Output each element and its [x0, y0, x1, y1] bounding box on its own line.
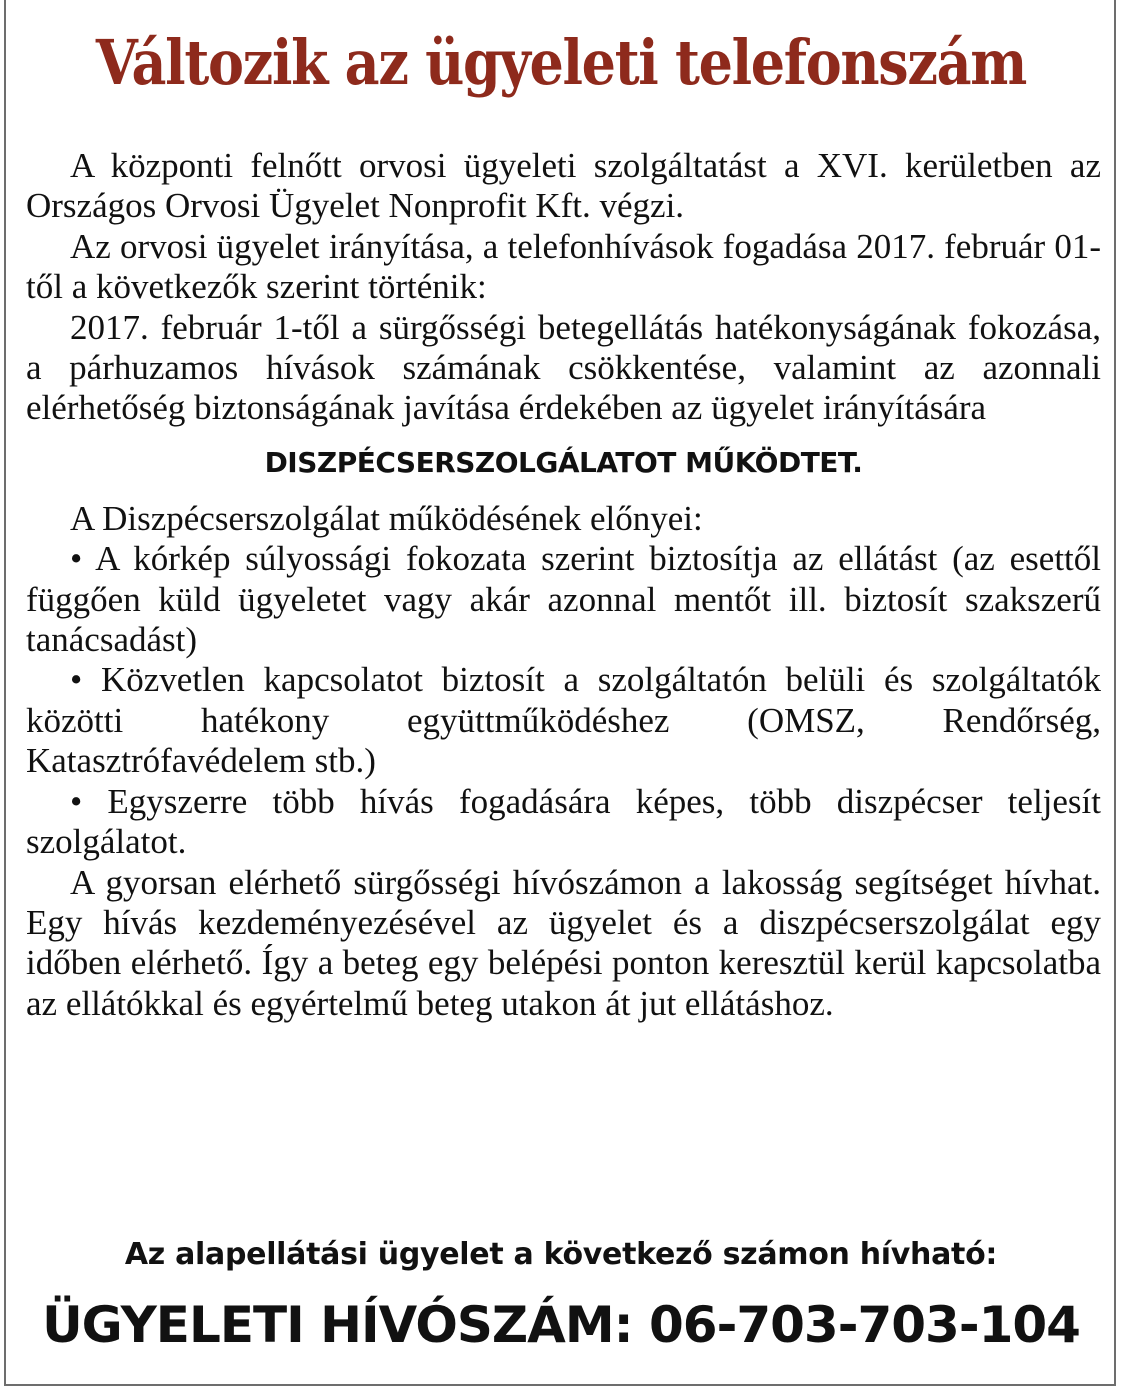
paragraph-schedule: Az orvosi ügyelet irányítása, a telefonhívások fogadása 2017. február 01-től a következők szerint történik: — [26, 226, 1101, 307]
page-title: Változik az ügyeleti telefonszám — [95, 26, 1027, 99]
advantage-item: • Egyszerre több hívás fogadására képes, több diszpécser teljesít szolgálatot. — [26, 781, 1101, 862]
call-note: Az alapellátási ügyelet a következő számon hívható: — [124, 1237, 998, 1272]
paragraph-closing: A gyorsan elérhető sürgősségi hívószámon a lakosság segítséget hívhat. Egy hívás kezdeményezésével az ügyelet és a diszpécserszolgálat egy időben elérhető. Így a beteg egy belépési ponton keresztül kerül kapcsolatba az ellátókkal és egyértelmű beteg utakon át jut ellátáshoz. — [26, 862, 1101, 1023]
advantage-item: • A kórkép súlyossági fokozata szerint biztosítja az ellátást (az esettől függően küld ügyeletet vagy akár azonnal mentőt ill. biztosít szakszerű tanácsadást) — [26, 539, 1101, 660]
hotline-number: ÜGYELETI HÍVÓSZÁM: 06-703-703-104 — [42, 1296, 1080, 1354]
article-body — [26, 146, 1101, 1024]
section-heading: DISZPÉCSERSZOLGÁLATOT MŰKÖDTET. — [264, 445, 863, 479]
paragraph-intro: A központi felnőtt orvosi ügyeleti szolgáltatást a XVI. kerületben az Országos Orvosi Ügyelet Nonprofit Kft. végzi. — [26, 146, 1101, 226]
advantages-intro: A Diszpécserszolgálat működésének előnyei: — [70, 498, 703, 538]
paragraph-purpose: 2017. február 1-től a sürgősségi betegellátás hatékonyságának fokozása, a párhuzamos hívások számának csökkentése, valamint az azonnali elérhetőség biztonságának javítása érdekében az ügyelet irányítására — [26, 307, 1101, 428]
advantage-item: • Közvetlen kapcsolatot biztosít a szolgáltatón belüli és szolgáltatók közötti hatékony együttműködéshez (OMSZ, Rendőrség, Katasztrófavédelem stb.) — [26, 660, 1101, 781]
